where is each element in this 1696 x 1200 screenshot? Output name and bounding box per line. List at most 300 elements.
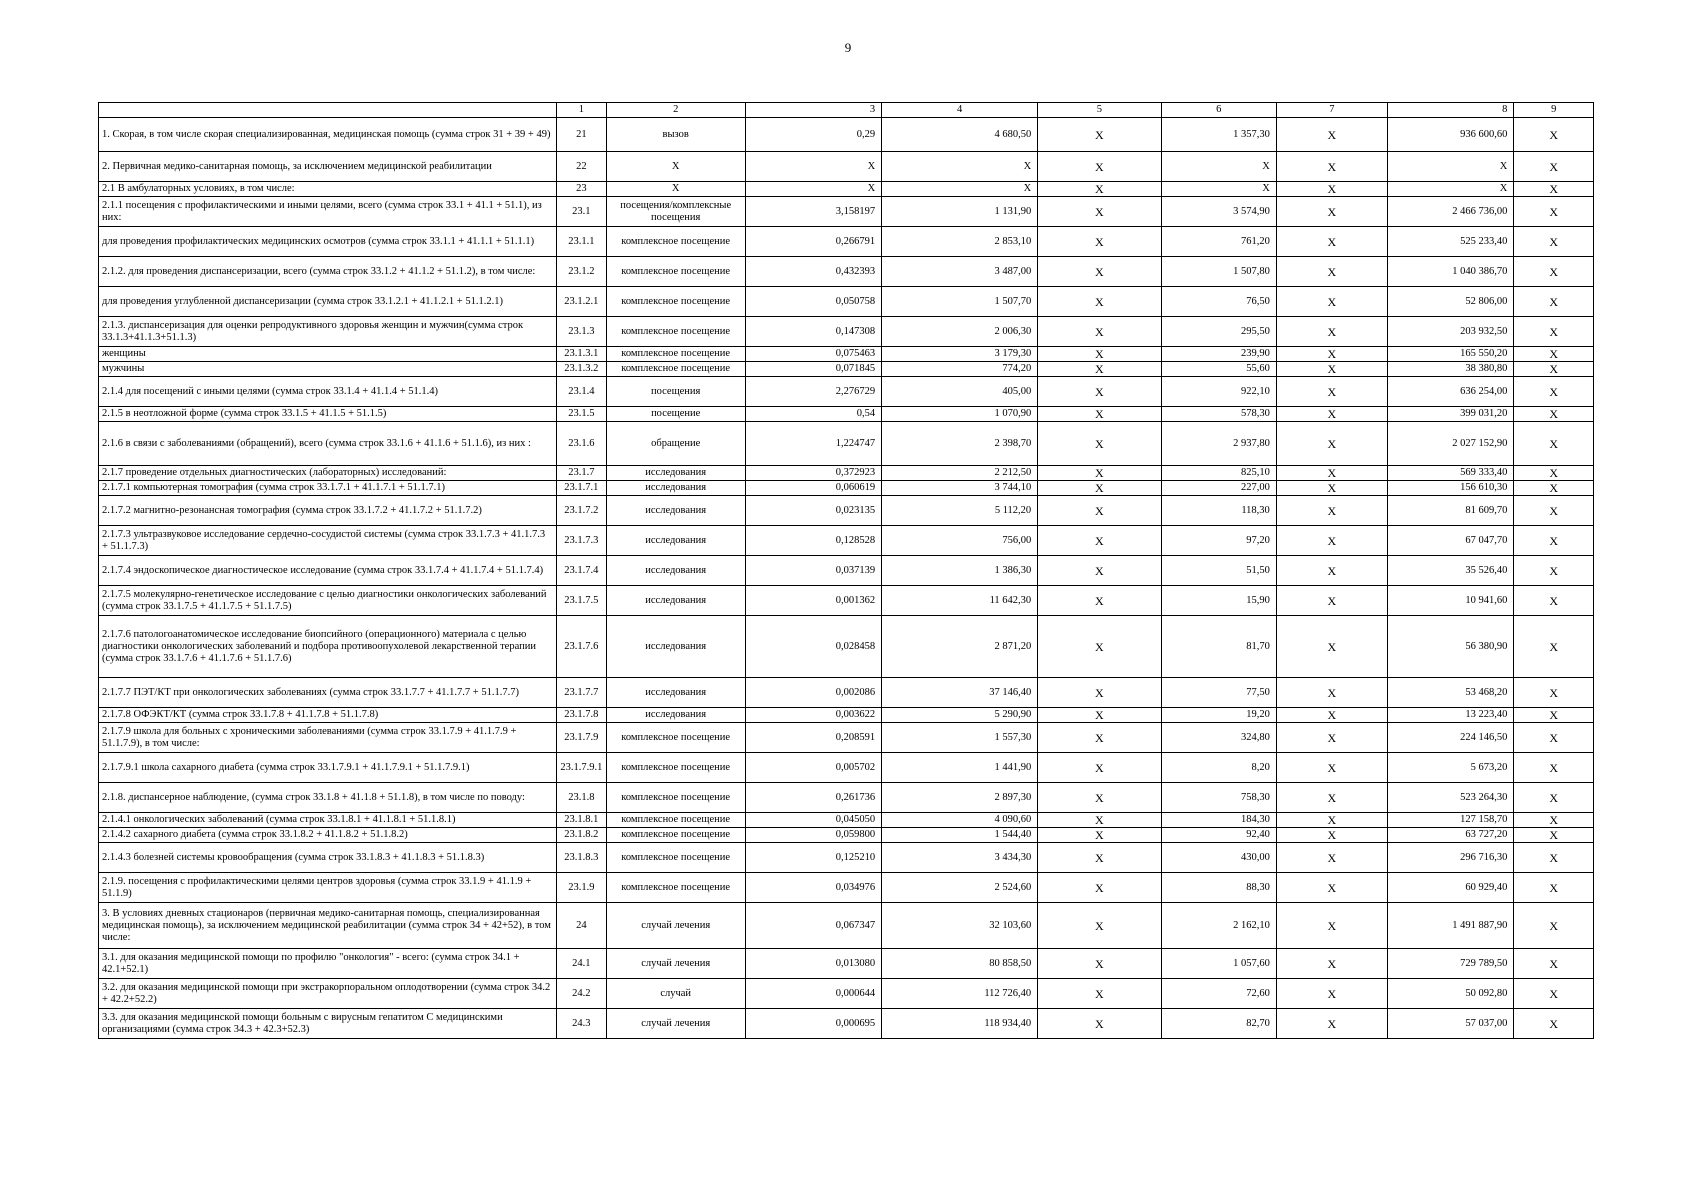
row-col3-value: 0,028458 — [745, 616, 882, 678]
row-col9-value: Х — [1514, 466, 1594, 481]
row-col9-value: Х — [1514, 903, 1594, 949]
row-col6-value: 81,70 — [1161, 616, 1276, 678]
row-col6-value: 1 507,80 — [1161, 257, 1276, 287]
row-unit: исследования — [606, 526, 745, 556]
table-row — [99, 979, 1594, 1009]
table-row — [99, 377, 1594, 407]
row-col9-value: Х — [1514, 257, 1594, 287]
row-col4-value: 1 070,90 — [882, 407, 1038, 422]
row-col6-value: 184,30 — [1161, 813, 1276, 828]
table-row — [99, 723, 1594, 753]
row-description: 2.1.4.2 сахарного диабета (сумма строк 33.1.8.2 + 41.1.8.2 + 51.1.8.2) — [99, 828, 557, 843]
row-col7-value: Х — [1276, 481, 1387, 496]
row-col5-value: Х — [1038, 586, 1161, 616]
row-col4-value: 5 290,90 — [882, 708, 1038, 723]
row-description: 2.1.2. для проведения диспансеризации, всего (сумма строк 33.1.2 + 41.1.2 + 51.1.2), в том числе: — [99, 257, 557, 287]
row-col3-value: 0,000644 — [745, 979, 882, 1009]
row-description: 2.1.4 для посещений с иными целями (сумма строк 33.1.4 + 41.1.4 + 51.1.4) — [99, 377, 557, 407]
table-row — [99, 466, 1594, 481]
row-unit: случай лечения — [606, 903, 745, 949]
row-unit: комплексное посещение — [606, 813, 745, 828]
row-col5-value: Х — [1038, 949, 1161, 979]
row-unit: Х — [606, 182, 745, 197]
row-col7-value: Х — [1276, 586, 1387, 616]
row-col8-value: 56 380,90 — [1387, 616, 1513, 678]
row-col8-value: 224 146,50 — [1387, 723, 1513, 753]
row-col5-value: Х — [1038, 466, 1161, 481]
row-line-number: 23.1 — [556, 197, 606, 227]
row-line-number: 23.1.8.2 — [556, 828, 606, 843]
row-col9-value: Х — [1514, 377, 1594, 407]
row-col4-value: 4 680,50 — [882, 118, 1038, 152]
table-row — [99, 678, 1594, 708]
row-line-number: 23.1.5 — [556, 407, 606, 422]
header-cell: 6 — [1161, 103, 1276, 118]
table-row — [99, 496, 1594, 526]
row-col6-value: 88,30 — [1161, 873, 1276, 903]
row-col5-value: Х — [1038, 422, 1161, 466]
row-col8-value: 399 031,20 — [1387, 407, 1513, 422]
row-col3-value: 0,071845 — [745, 362, 882, 377]
row-col5-value: Х — [1038, 556, 1161, 586]
row-col6-value: 97,20 — [1161, 526, 1276, 556]
row-col8-value: Х — [1387, 152, 1513, 182]
row-col3-value: 0,005702 — [745, 753, 882, 783]
row-col3-value: 0,208591 — [745, 723, 882, 753]
row-col5-value: Х — [1038, 407, 1161, 422]
row-col6-value: 8,20 — [1161, 753, 1276, 783]
row-col4-value: 405,00 — [882, 377, 1038, 407]
table-row — [99, 317, 1594, 347]
row-col8-value: 1 491 887,90 — [1387, 903, 1513, 949]
row-col9-value: Х — [1514, 347, 1594, 362]
row-col7-value: Х — [1276, 556, 1387, 586]
row-col3-value: 0,002086 — [745, 678, 882, 708]
row-col7-value: Х — [1276, 422, 1387, 466]
row-col9-value: Х — [1514, 197, 1594, 227]
row-col7-value: Х — [1276, 182, 1387, 197]
row-col9-value: Х — [1514, 979, 1594, 1009]
row-col9-value: Х — [1514, 317, 1594, 347]
row-description: 3.1. для оказания медицинской помощи по профилю "онкология" - всего: (сумма строк 34.1 + 42.1+52.1) — [99, 949, 557, 979]
row-description: 2.1.7.6 патологоанатомическое исследование биопсийного (операционного) материала с целью диагностики онкологических заболеваний и подбора противоопухолевой лекарственной терапии (сумма строк 33.1.7.6 + 41.1.7.6 + 51.1.7.6) — [99, 616, 557, 678]
row-col3-value: 0,050758 — [745, 287, 882, 317]
row-col4-value: 1 544,40 — [882, 828, 1038, 843]
row-col5-value: Х — [1038, 118, 1161, 152]
row-col6-value: 761,20 — [1161, 227, 1276, 257]
row-col6-value: 430,00 — [1161, 843, 1276, 873]
row-col9-value: Х — [1514, 828, 1594, 843]
row-col6-value: 3 574,90 — [1161, 197, 1276, 227]
table-row — [99, 118, 1594, 152]
row-unit: исследования — [606, 481, 745, 496]
row-col4-value: 1 557,30 — [882, 723, 1038, 753]
row-description: для проведения профилактических медицинских осмотров (сумма строк 33.1.1 + 41.1.1 + 51.1.1) — [99, 227, 557, 257]
row-col6-value: 51,50 — [1161, 556, 1276, 586]
row-col4-value: 37 146,40 — [882, 678, 1038, 708]
row-col8-value: 1 040 386,70 — [1387, 257, 1513, 287]
row-col5-value: Х — [1038, 708, 1161, 723]
row-col9-value: Х — [1514, 227, 1594, 257]
row-col5-value: Х — [1038, 1009, 1161, 1039]
row-col6-value: 55,60 — [1161, 362, 1276, 377]
row-col3-value: 2,276729 — [745, 377, 882, 407]
row-line-number: 23.1.7.2 — [556, 496, 606, 526]
row-col4-value: 4 090,60 — [882, 813, 1038, 828]
header-cell: 9 — [1514, 103, 1594, 118]
row-col5-value: Х — [1038, 753, 1161, 783]
row-col5-value: Х — [1038, 347, 1161, 362]
row-col7-value: Х — [1276, 616, 1387, 678]
row-col6-value: 77,50 — [1161, 678, 1276, 708]
header-cell: 5 — [1038, 103, 1161, 118]
row-col6-value: 324,80 — [1161, 723, 1276, 753]
row-col9-value: Х — [1514, 723, 1594, 753]
row-col4-value: 1 131,90 — [882, 197, 1038, 227]
row-line-number: 23.1.3.2 — [556, 362, 606, 377]
row-description: 2.1.6 в связи с заболеваниями (обращений), всего (сумма строк 33.1.6 + 41.1.6 + 51.1.6), из них : — [99, 422, 557, 466]
header-cell: 2 — [606, 103, 745, 118]
row-unit: комплексное посещение — [606, 753, 745, 783]
row-col8-value: 165 550,20 — [1387, 347, 1513, 362]
row-description: женщины — [99, 347, 557, 362]
row-description: 2.1.7.4 эндоскопическое диагностическое исследование (сумма строк 33.1.7.4 + 41.1.7.4 + 51.1.7.4) — [99, 556, 557, 586]
row-col4-value: 2 871,20 — [882, 616, 1038, 678]
row-col6-value: 92,40 — [1161, 828, 1276, 843]
row-col7-value: Х — [1276, 753, 1387, 783]
header-cell — [99, 103, 557, 118]
row-col6-value: Х — [1161, 182, 1276, 197]
row-col4-value: 3 487,00 — [882, 257, 1038, 287]
row-unit: исследования — [606, 616, 745, 678]
row-col8-value: 523 264,30 — [1387, 783, 1513, 813]
row-col9-value: Х — [1514, 813, 1594, 828]
row-col3-value: Х — [745, 152, 882, 182]
row-line-number: 23.1.7.9 — [556, 723, 606, 753]
row-line-number: 23.1.7.9.1 — [556, 753, 606, 783]
row-col7-value: Х — [1276, 526, 1387, 556]
row-line-number: 23.1.3.1 — [556, 347, 606, 362]
row-col6-value: Х — [1161, 152, 1276, 182]
row-description: 3. В условиях дневных стационаров (первичная медико-санитарная помощь, специализированная медицинская помощь), за исключением медицинской реабилитации (сумма строк 34 + 42+52), в том числе: — [99, 903, 557, 949]
row-col7-value: Х — [1276, 287, 1387, 317]
row-col7-value: Х — [1276, 828, 1387, 843]
header-row — [99, 103, 1594, 118]
row-col9-value: Х — [1514, 287, 1594, 317]
row-line-number: 24 — [556, 903, 606, 949]
row-col7-value: Х — [1276, 723, 1387, 753]
row-col6-value: 2 937,80 — [1161, 422, 1276, 466]
page-number: 9 — [844, 40, 852, 55]
row-col5-value: Х — [1038, 828, 1161, 843]
table-row — [99, 616, 1594, 678]
row-unit: комплексное посещение — [606, 287, 745, 317]
row-col9-value: Х — [1514, 422, 1594, 466]
row-line-number: 24.3 — [556, 1009, 606, 1039]
row-col9-value: Х — [1514, 152, 1594, 182]
row-col7-value: Х — [1276, 152, 1387, 182]
row-col8-value: 35 526,40 — [1387, 556, 1513, 586]
row-unit: исследования — [606, 466, 745, 481]
row-col4-value: 3 744,10 — [882, 481, 1038, 496]
row-col5-value: Х — [1038, 317, 1161, 347]
row-col4-value: 2 006,30 — [882, 317, 1038, 347]
row-col5-value: Х — [1038, 616, 1161, 678]
row-col6-value: 1 057,60 — [1161, 949, 1276, 979]
row-col6-value: 295,50 — [1161, 317, 1276, 347]
row-unit: случай лечения — [606, 1009, 745, 1039]
table-row — [99, 182, 1594, 197]
row-col4-value: 11 642,30 — [882, 586, 1038, 616]
row-col5-value: Х — [1038, 481, 1161, 496]
table-row — [99, 949, 1594, 979]
row-col8-value: 729 789,50 — [1387, 949, 1513, 979]
table-row — [99, 873, 1594, 903]
row-col5-value: Х — [1038, 197, 1161, 227]
row-col6-value: 82,70 — [1161, 1009, 1276, 1039]
row-col7-value: Х — [1276, 496, 1387, 526]
row-col4-value: Х — [882, 182, 1038, 197]
table-row — [99, 708, 1594, 723]
header-cell: 1 — [556, 103, 606, 118]
row-description: 3.3. для оказания медицинской помощи больным с вирусным гепатитом С медицинскими организациями (сумма строк 34.3 + 42.3+52.3) — [99, 1009, 557, 1039]
row-col8-value: 50 092,80 — [1387, 979, 1513, 1009]
row-col9-value: Х — [1514, 678, 1594, 708]
row-col8-value: 60 929,40 — [1387, 873, 1513, 903]
row-col7-value: Х — [1276, 783, 1387, 813]
row-col3-value: 0,059800 — [745, 828, 882, 843]
row-col3-value: 0,000695 — [745, 1009, 882, 1039]
row-col9-value: Х — [1514, 708, 1594, 723]
table-row — [99, 1009, 1594, 1039]
row-col8-value: 569 333,40 — [1387, 466, 1513, 481]
header-cell: 8 — [1387, 103, 1513, 118]
table-row — [99, 407, 1594, 422]
row-description: 2.1.8. диспансерное наблюдение, (сумма строк 33.1.8 + 41.1.8 + 51.1.8), в том числе по поводу: — [99, 783, 557, 813]
row-col7-value: Х — [1276, 903, 1387, 949]
row-col5-value: Х — [1038, 526, 1161, 556]
row-col3-value: 0,54 — [745, 407, 882, 422]
table-row — [99, 227, 1594, 257]
row-col8-value: 2 027 152,90 — [1387, 422, 1513, 466]
row-col9-value: Х — [1514, 526, 1594, 556]
row-description: 3.2. для оказания медицинской помощи при экстракорпоральном оплодотворении (сумма строк 34.2 + 42.2+52.2) — [99, 979, 557, 1009]
row-col6-value: 76,50 — [1161, 287, 1276, 317]
row-unit: комплексное посещение — [606, 227, 745, 257]
row-col8-value: 2 466 736,00 — [1387, 197, 1513, 227]
row-col9-value: Х — [1514, 182, 1594, 197]
row-col3-value: 0,023135 — [745, 496, 882, 526]
row-col5-value: Х — [1038, 873, 1161, 903]
row-line-number: 23.1.7.4 — [556, 556, 606, 586]
row-col6-value: 118,30 — [1161, 496, 1276, 526]
table-row — [99, 828, 1594, 843]
row-description: 2.1.7.7 ПЭТ/КТ при онкологических заболеваниях (сумма строк 33.1.7.7 + 41.1.7.7 + 51.1.7.7) — [99, 678, 557, 708]
table-row — [99, 152, 1594, 182]
row-col5-value: Х — [1038, 227, 1161, 257]
row-col4-value: 2 853,10 — [882, 227, 1038, 257]
row-description: 2.1.7 проведение отдельных диагностических (лабораторных) исследований: — [99, 466, 557, 481]
table-row — [99, 257, 1594, 287]
row-col5-value: Х — [1038, 723, 1161, 753]
row-col4-value: 80 858,50 — [882, 949, 1038, 979]
row-col8-value: 10 941,60 — [1387, 586, 1513, 616]
row-col4-value: 112 726,40 — [882, 979, 1038, 1009]
row-col7-value: Х — [1276, 317, 1387, 347]
row-unit: комплексное посещение — [606, 783, 745, 813]
row-col8-value: 63 727,20 — [1387, 828, 1513, 843]
row-col6-value: 758,30 — [1161, 783, 1276, 813]
table-row — [99, 526, 1594, 556]
row-col5-value: Х — [1038, 257, 1161, 287]
row-col6-value: 1 357,30 — [1161, 118, 1276, 152]
row-col9-value: Х — [1514, 481, 1594, 496]
row-line-number: 23.1.8 — [556, 783, 606, 813]
row-description: 2. Первичная медико-санитарная помощь, за исключением медицинской реабилитации — [99, 152, 557, 182]
row-col3-value: Х — [745, 182, 882, 197]
row-description: 2.1.7.1 компьютерная томография (сумма строк 33.1.7.1 + 41.1.7.1 + 51.1.7.1) — [99, 481, 557, 496]
row-line-number: 23 — [556, 182, 606, 197]
row-line-number: 23.1.8.1 — [556, 813, 606, 828]
row-col8-value: 156 610,30 — [1387, 481, 1513, 496]
table-row — [99, 422, 1594, 466]
row-col8-value: 296 716,30 — [1387, 843, 1513, 873]
row-col7-value: Х — [1276, 843, 1387, 873]
row-col9-value: Х — [1514, 496, 1594, 526]
row-col6-value: 72,60 — [1161, 979, 1276, 1009]
row-line-number: 23.1.9 — [556, 873, 606, 903]
row-col9-value: Х — [1514, 753, 1594, 783]
row-col7-value: Х — [1276, 227, 1387, 257]
row-unit: случай — [606, 979, 745, 1009]
row-col7-value: Х — [1276, 708, 1387, 723]
row-col3-value: 0,125210 — [745, 843, 882, 873]
row-col8-value: 57 037,00 — [1387, 1009, 1513, 1039]
row-line-number: 23.1.2 — [556, 257, 606, 287]
row-line-number: 23.1.7.5 — [556, 586, 606, 616]
row-col3-value: 0,034976 — [745, 873, 882, 903]
row-col6-value: 922,10 — [1161, 377, 1276, 407]
row-description: 2.1 В амбулаторных условиях, в том числе: — [99, 182, 557, 197]
row-col7-value: Х — [1276, 949, 1387, 979]
row-line-number: 23.1.7.3 — [556, 526, 606, 556]
row-col8-value: 5 673,20 — [1387, 753, 1513, 783]
row-col3-value: 0,29 — [745, 118, 882, 152]
row-col9-value: Х — [1514, 118, 1594, 152]
row-col6-value: 825,10 — [1161, 466, 1276, 481]
row-col5-value: Х — [1038, 843, 1161, 873]
row-description: 2.1.4.1 онкологических заболеваний (сумма строк 33.1.8.1 + 41.1.8.1 + 51.1.8.1) — [99, 813, 557, 828]
row-unit: исследования — [606, 678, 745, 708]
row-line-number: 23.1.7 — [556, 466, 606, 481]
row-line-number: 23.1.8.3 — [556, 843, 606, 873]
header-cell: 4 — [882, 103, 1038, 118]
row-col7-value: Х — [1276, 257, 1387, 287]
row-unit: комплексное посещение — [606, 873, 745, 903]
row-col9-value: Х — [1514, 407, 1594, 422]
row-col9-value: Х — [1514, 586, 1594, 616]
row-col6-value: 15,90 — [1161, 586, 1276, 616]
row-col5-value: Х — [1038, 287, 1161, 317]
row-col4-value: 32 103,60 — [882, 903, 1038, 949]
row-line-number: 23.1.7.1 — [556, 481, 606, 496]
row-col9-value: Х — [1514, 1009, 1594, 1039]
row-unit: комплексное посещение — [606, 828, 745, 843]
row-col6-value: 239,90 — [1161, 347, 1276, 362]
row-col7-value: Х — [1276, 118, 1387, 152]
row-line-number: 24.2 — [556, 979, 606, 1009]
row-unit: вызов — [606, 118, 745, 152]
row-col3-value: 0,037139 — [745, 556, 882, 586]
row-col8-value: Х — [1387, 182, 1513, 197]
row-line-number: 21 — [556, 118, 606, 152]
row-unit: исследования — [606, 586, 745, 616]
row-unit: комплексное посещение — [606, 362, 745, 377]
row-col7-value: Х — [1276, 979, 1387, 1009]
row-unit: посещения/комплексные посещения — [606, 197, 745, 227]
row-description: 2.1.9. посещения с профилактическими целями центров здоровья (сумма строк 33.1.9 + 41.1.9 + 51.1.9) — [99, 873, 557, 903]
row-description: 2.1.7.5 молекулярно-генетическое исследование с целью диагностики онкологических заболеваний (сумма строк 33.1.7.5 + 41.1.7.5 + 51.1.7.5) — [99, 586, 557, 616]
row-col9-value: Х — [1514, 556, 1594, 586]
row-col5-value: Х — [1038, 377, 1161, 407]
row-description: 2.1.1 посещения с профилактическими и иными целями, всего (сумма строк 33.1 + 41.1 + 51.1), из них: — [99, 197, 557, 227]
row-description: 2.1.4.3 болезней системы кровообращения (сумма строк 33.1.8.3 + 41.1.8.3 + 51.1.8.3) — [99, 843, 557, 873]
row-col4-value: 118 934,40 — [882, 1009, 1038, 1039]
row-col7-value: Х — [1276, 362, 1387, 377]
row-col6-value: 227,00 — [1161, 481, 1276, 496]
row-col5-value: Х — [1038, 678, 1161, 708]
row-col9-value: Х — [1514, 843, 1594, 873]
row-col3-value: 0,147308 — [745, 317, 882, 347]
row-description: 2.1.7.2 магнитно-резонансная томография (сумма строк 33.1.7.2 + 41.1.7.2 + 51.1.7.2) — [99, 496, 557, 526]
row-unit: исследования — [606, 496, 745, 526]
table-row — [99, 481, 1594, 496]
row-col4-value: 3 179,30 — [882, 347, 1038, 362]
table-row — [99, 783, 1594, 813]
table-row — [99, 813, 1594, 828]
header-cell: 3 — [745, 103, 882, 118]
row-col3-value: 0,001362 — [745, 586, 882, 616]
row-col7-value: Х — [1276, 377, 1387, 407]
row-col5-value: Х — [1038, 813, 1161, 828]
row-col9-value: Х — [1514, 783, 1594, 813]
row-col7-value: Х — [1276, 197, 1387, 227]
row-col3-value: 0,003622 — [745, 708, 882, 723]
row-col7-value: Х — [1276, 1009, 1387, 1039]
row-col3-value: 0,372923 — [745, 466, 882, 481]
row-col6-value: 2 162,10 — [1161, 903, 1276, 949]
table-row — [99, 843, 1594, 873]
row-col5-value: Х — [1038, 362, 1161, 377]
row-unit: посещение — [606, 407, 745, 422]
row-col5-value: Х — [1038, 979, 1161, 1009]
row-col4-value: 2 212,50 — [882, 466, 1038, 481]
row-col4-value: 2 897,30 — [882, 783, 1038, 813]
row-col8-value: 525 233,40 — [1387, 227, 1513, 257]
row-col4-value: 2 398,70 — [882, 422, 1038, 466]
row-col9-value: Х — [1514, 362, 1594, 377]
table-row — [99, 197, 1594, 227]
row-col8-value: 53 468,20 — [1387, 678, 1513, 708]
row-col7-value: Х — [1276, 678, 1387, 708]
row-description: 2.1.7.9 школа для больных с хроническими заболеваниями (сумма строк 33.1.7.9 + 41.1.7.9 + 51.1.7.9), в том числе: — [99, 723, 557, 753]
table-row — [99, 753, 1594, 783]
row-col8-value: 936 600,60 — [1387, 118, 1513, 152]
table-row — [99, 556, 1594, 586]
row-col4-value: 774,20 — [882, 362, 1038, 377]
row-col5-value: Х — [1038, 783, 1161, 813]
data-table — [98, 102, 1594, 1039]
